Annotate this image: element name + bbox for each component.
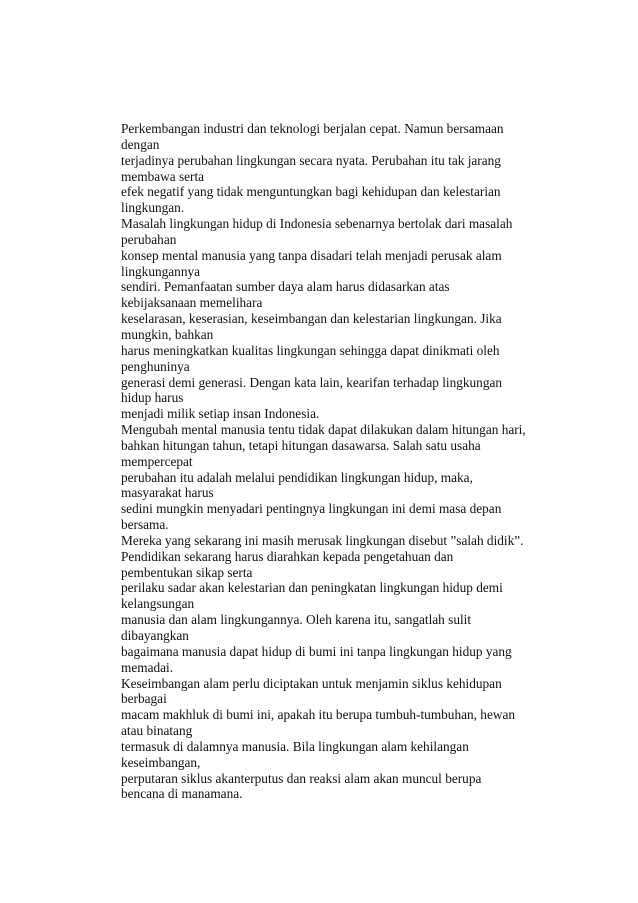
text-line: konsep mental manusia yang tanpa disadari telah menjadi perusak alam (121, 247, 502, 263)
text-line: macam makhluk di bumi ini, apakah itu berupa tumbuh-tumbuhan, hewan (121, 707, 516, 723)
text-line: dibayangkan (121, 628, 189, 643)
text-line: masyarakat harus (121, 485, 214, 501)
text-line: Mereka yang sekarang ini masih merusak lingkungan disebut ”salah didik”. (121, 532, 524, 548)
text-line: Perkembangan industri dan teknologi berjalan cepat. Namun bersamaan (121, 121, 504, 136)
text-line: kelangsungan (121, 596, 195, 612)
text-line: perubahan (121, 231, 177, 247)
text-line: membawa serta (121, 168, 205, 184)
text-line: bagaimana manusia dapat hidup di bumi ini tanpa lingkungan hidup yang (121, 643, 512, 659)
text-line: sendiri. Pemanfaatan sumber daya alam harus didasarkan atas (121, 279, 450, 295)
text-line: menjadi milik setiap insan Indonesia. (121, 406, 320, 422)
text-line: berbagai (121, 691, 167, 707)
text-line: keseimbangan, (121, 754, 201, 770)
text-line: keselarasan, keserasian, keseimbangan dan kelestarian lingkungan. Jika (121, 311, 502, 327)
text-line: Keseimbangan alam perlu diciptakan untuk menjamin siklus kehidupan (121, 675, 502, 691)
text-line: Masalah lingkungan hidup di Indonesia sebenarnya bertolak dari masalah (121, 216, 513, 232)
text-line: mungkin, bahkan (121, 326, 214, 342)
text-line: perilaku sadar akan kelestarian dan peningkatan lingkungan hidup demi (121, 580, 503, 596)
text-line: penghuninya (121, 358, 190, 374)
text-line: atau binatang (121, 723, 193, 739)
text-line: perputaran siklus akanterputus dan reaksi alam akan muncul berupa (121, 770, 482, 786)
text-line: memadai. (121, 659, 174, 675)
text-line: perubahan itu adalah melalui pendidikan lingkungan hidup, maka, (121, 469, 473, 485)
text-line: efek negatif yang tidak menguntungkan bagi kehidupan dan kelestarian (121, 184, 501, 200)
text-line: Mengubah mental manusia tentu tidak dapat dilakukan dalam hitungan hari, (121, 422, 526, 438)
body-text (121, 121, 581, 802)
text-line: generasi demi generasi. Dengan kata lain, kearifan terhadap lingkungan (121, 374, 503, 390)
text-line: lingkungan. (121, 200, 185, 216)
text-line: dengan (121, 136, 160, 152)
text-line: sedini mungkin menyadari pentingnya lingkungan ini demi masa depan (121, 501, 502, 517)
text-line: lingkungannya (121, 263, 201, 279)
text-line: manusia dan alam lingkungannya. Oleh karena itu, sangatlah sulit (121, 612, 472, 628)
text-line: bersama. (121, 517, 169, 533)
text-line: harus meningkatkan kualitas lingkungan sehingga dapat dinikmati oleh (121, 342, 500, 358)
text-line: bencana di manamana. (121, 786, 243, 802)
text-line: Pendidikan sekarang harus diarahkan kepada pengetahuan dan (121, 548, 454, 564)
text-line: mempercepat (121, 453, 193, 469)
text-line: bahkan hitungan tahun, tetapi hitungan dasawarsa. Salah satu usaha (121, 437, 481, 453)
text-line: hidup harus (121, 390, 184, 406)
text-line: kebijaksanaan memelihara (121, 295, 263, 311)
text-line: terjadinya perubahan lingkungan secara nyata. Perubahan itu tak jarang (121, 152, 501, 168)
text-line: pembentukan sikap serta (121, 564, 253, 580)
text-line: termasuk di dalamnya manusia. Bila lingkungan alam kehilangan (121, 738, 469, 754)
